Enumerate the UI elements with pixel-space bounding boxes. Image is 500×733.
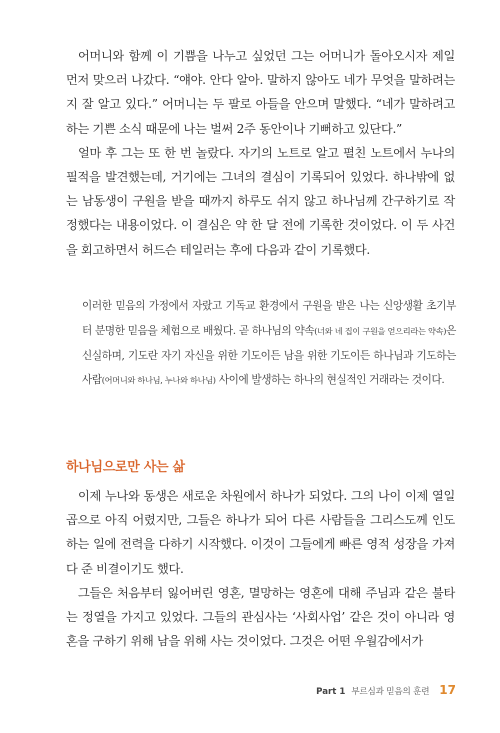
paragraph: 그들은 처음부터 잃어버린 영혼, 멸망하는 영혼에 대해 주님과 같은 불타는 정열을 가지고 있었다. 그들의 관심사는 ‘사회사업’ 같은 것이 아니라 영혼을 구하기 위해 남을 위해 사는 것이었다. 그것은 어떤 우월감에서가 (66, 585, 455, 649)
section-heading: 하나님으로만 사는 삶 (66, 460, 185, 475)
quote-note: (너와 네 집이 구원을 얻으리라는 약속) (314, 325, 447, 336)
page-number: 17 (439, 683, 456, 697)
quote-note: (어머니와 하나님, 누나와 하나님) (101, 375, 216, 386)
quote-text: 이러한 믿음의 가정에서 자랐고 기독교 환경에서 구원을 받은 나는 신앙생활 초기부터 분명한 믿음을 체험으로 배웠다. 곧 하나님의 약속 (82, 300, 456, 337)
quote-text: 사이에 발생하는 하나의 현실적인 거래라는 것이다. (215, 374, 445, 387)
paragraph: 어머니와 함께 이 기쁨을 나누고 싶었던 그는 어머니가 돌아오시자 제일 먼저 맞으러 나갔다. “얘야. 안다 알아. 말하지 않아도 네가 무엇을 말하려는지 잘 알고 있다.” 어머니는 두 팔로 아들을 안으며 말했다. “네가 말하려고 하는 기쁜 소식 때문에 나는 벌써 2주 동안이나 기뻐하고 있단다.” (66, 49, 455, 136)
block-quote (82, 294, 456, 393)
footer-part-label: Part 1 (316, 687, 346, 697)
body-text-top (66, 44, 455, 262)
body-text-bottom (66, 484, 455, 653)
paragraph: 얼마 후 그는 또 한 번 놀랐다. 자기의 노트로 알고 펼친 노트에서 누나의 필적을 발견했는데, 거기에는 그녀의 결심이 기록되어 있었다. 하나밖에 없는 남동생이 구원을 받을 때까지 하루도 쉬지 않고 하나님께 간구하기로 작정했다는 내용이었다. 이 결심은 약 한 달 전에 기록한 것이었다. 이 두 사건을 회고하면서 허드슨 테일러는 후에 다음과 같이 기록했다. (66, 145, 455, 257)
page-footer (316, 683, 456, 697)
footer-chapter-title: 부르심과 믿음의 훈련 (351, 687, 430, 697)
quote-text: 은 신실하며, 기도란 자기 자신을 위한 기도이든 남을 위한 기도이든 하나님과 기도하는 사람 (82, 324, 456, 387)
paragraph: 이제 누나와 동생은 새로운 차원에서 하나가 되었다. 그의 나이 이제 열일곱으로 아직 어렸지만, 그들은 하나가 되어 다른 사람들을 그리스도께 인도하는 일에 전력을 다하기 시작했다. 이것이 그들에게 빠른 영적 성장을 가져다 준 비결이기도 했다. (66, 489, 455, 576)
